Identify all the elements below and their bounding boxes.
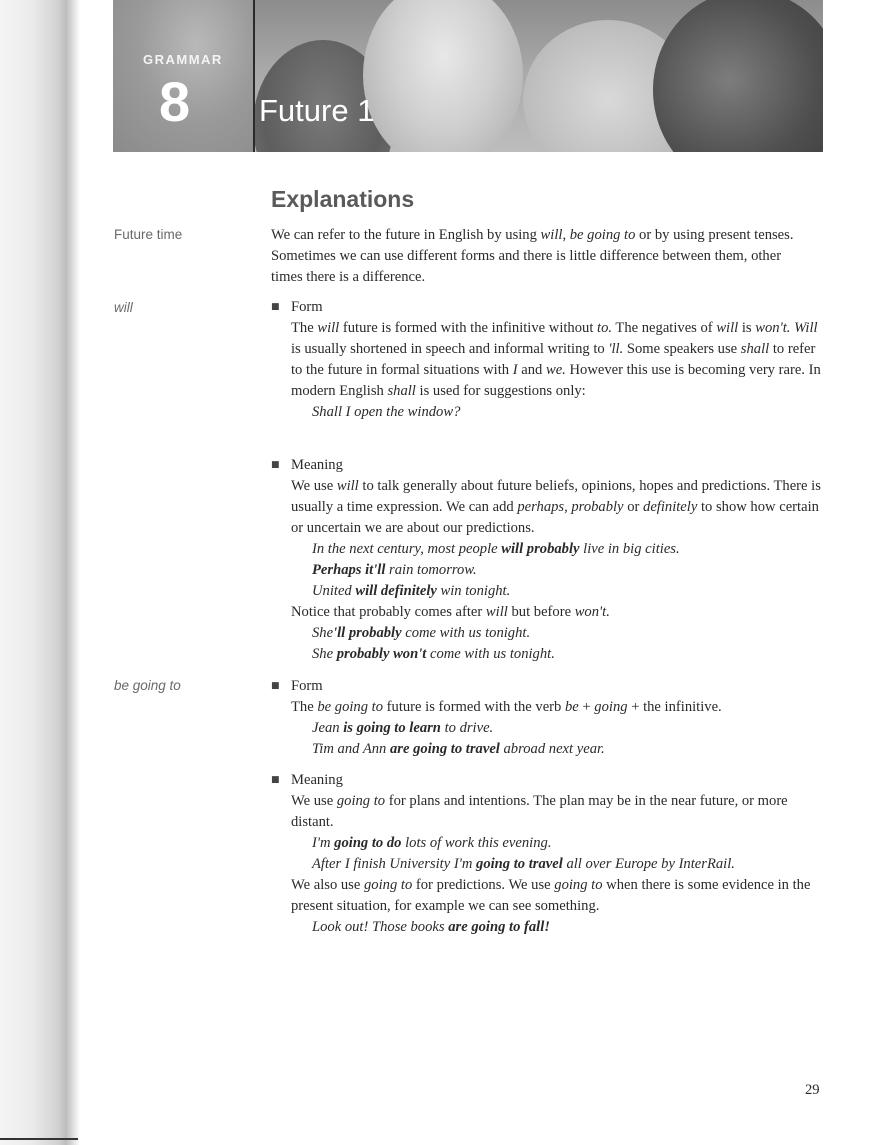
going-to-meaning-text: We use going to for plans and intentions. The plan may be in the near future, or more distant. bbox=[291, 793, 788, 830]
example-sentence: After I finish University I'm going to travel all over Europe by InterRail. bbox=[312, 856, 735, 872]
example-sentence: She probably won't come with us tonight. bbox=[312, 646, 555, 662]
notice-text: Notice that probably comes after will but before won't. bbox=[291, 604, 610, 620]
example-sentence: Perhaps it'll rain tomorrow. bbox=[312, 562, 477, 578]
side-label-future-time: Future time bbox=[114, 227, 183, 242]
square-bullet-icon: ■ bbox=[271, 460, 280, 470]
intro-paragraph: We can refer to the future in English by using will, be going to or by using present tenses. Sometimes we can use different forms and there is little difference between them, other times there is a difference. bbox=[271, 227, 794, 285]
bullet-label: Form bbox=[291, 678, 323, 694]
example-sentence: Tim and Ann are going to travel abroad next year. bbox=[312, 741, 605, 757]
going-to-form-section bbox=[271, 676, 831, 760]
page-number: 29 bbox=[805, 1082, 820, 1098]
example-sentence: In the next century, most people will probably live in big cities. bbox=[312, 541, 680, 557]
banner-divider bbox=[253, 0, 255, 152]
going-to-form-text: The be going to future is formed with the verb be + going + the infinitive. bbox=[291, 699, 722, 715]
example-sentence: She'll probably come with us tonight. bbox=[312, 625, 531, 641]
will-meaning-text: We use will to talk generally about future beliefs, opinions, hopes and predictions. There is usually a time expression. We can add perhaps, probably or definitely to show how certain or uncertain we are about our predictions. bbox=[291, 478, 821, 536]
side-label-be-going-to: be going to bbox=[114, 678, 181, 693]
section-heading: Explanations bbox=[271, 186, 415, 212]
grammar-label: GRAMMAR bbox=[143, 52, 223, 67]
side-label-will: will bbox=[114, 300, 133, 315]
banner-photo-figure bbox=[653, 0, 823, 152]
bullet-label: Meaning bbox=[291, 457, 343, 473]
will-form-section bbox=[271, 297, 831, 423]
bullet-label: Form bbox=[291, 299, 323, 315]
going-to-meaning-section bbox=[271, 770, 831, 938]
bullet-label: Meaning bbox=[291, 772, 343, 788]
will-meaning-section bbox=[271, 455, 831, 665]
example-sentence: Jean is going to learn to drive. bbox=[312, 720, 494, 736]
square-bullet-icon: ■ bbox=[271, 302, 280, 312]
square-bullet-icon: ■ bbox=[271, 775, 280, 785]
will-form-text: The will future is formed with the infinitive without to. The negatives of will is won't. Will is usually shortened in speech and informal writing to 'll. Some speakers use shall to refer to the future in formal situations with I and we. However this use is becoming very rare. In modern English shall is used for suggestions only: bbox=[291, 320, 821, 399]
example-sentence: Shall I open the window? bbox=[312, 404, 461, 420]
unit-title: Future 1 bbox=[259, 93, 375, 128]
example-sentence: I'm going to do lots of work this evening. bbox=[312, 835, 552, 851]
page-gutter bbox=[0, 0, 80, 1145]
example-sentence: United will definitely win tonight. bbox=[312, 583, 511, 599]
chapter-banner bbox=[113, 0, 823, 152]
example-sentence: Look out! Those books are going to fall! bbox=[312, 919, 550, 935]
predictions-text: We also use going to for predictions. We use going to when there is some evidence in the present situation, for example we can see something. bbox=[291, 877, 811, 914]
banner-photo-figure bbox=[363, 0, 523, 152]
unit-number: 8 bbox=[159, 70, 191, 133]
square-bullet-icon: ■ bbox=[271, 681, 280, 691]
gutter-rule bbox=[0, 1138, 78, 1140]
